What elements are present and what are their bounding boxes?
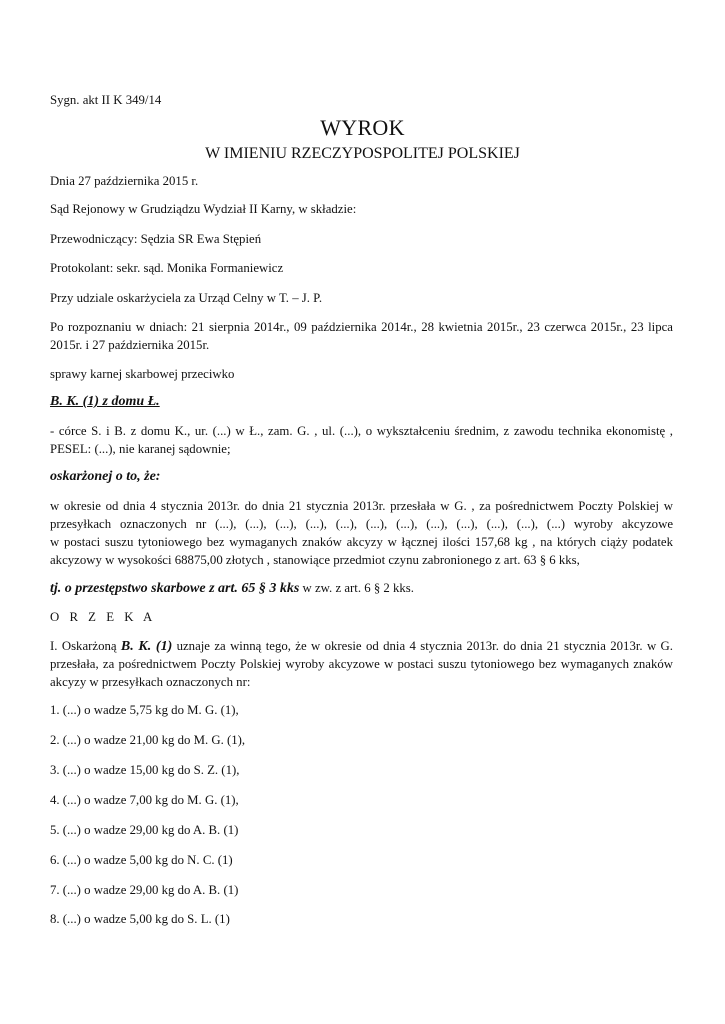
- defendant-heading: B. K. (1) z domu Ł.: [50, 394, 160, 409]
- document-title: WYROK: [320, 115, 405, 140]
- document-page: [50, 0, 675, 1024]
- charge-line-4: akcyzowy w wysokości 68875,00 złotych , stanowiące przedmiot czynu zabronionego z art. 63 § 6 kks,: [50, 553, 580, 567]
- verdict-line-2: przesłała, za pośrednictwem Poczty Polskiej wyroby akcyzowe w postaci suszu tytoniowego bez wymaganych znaków: [50, 657, 673, 671]
- defendant-description-line-1: - córce S. i B. z domu K., ur. (...) w Ł., zam. G. , ul. (...), o wykształceniu średnim, z zawodu technika ekonomistę ,: [50, 424, 673, 438]
- charge-heading: oskarżonej o to, że:: [50, 469, 161, 484]
- verdict-prefix: I. Oskarżoną: [50, 639, 121, 653]
- court-line: Sąd Rejonowy w Grudziądzu Wydział II Karny, w składzie:: [50, 202, 357, 216]
- case-signature: Sygn. akt II K 349/14: [50, 93, 162, 107]
- hearing-dates-line-1: Po rozpoznaniu w dniach: 21 sierpnia 2014r., 09 października 2014r., 28 kwietnia 2015r., 23 czerwca 2015r., 23 lipca: [50, 320, 673, 334]
- charge-line-3: w postaci suszu tytoniowego bez wymaganych znaków akcyzy w łącznej ilości 157,68 kg , na których ciąży podatek: [50, 535, 673, 549]
- verdict-line-1: [50, 637, 673, 656]
- document-subtitle: W IMIENIU RZECZYPOSPOLITEJ POLSKIEJ: [205, 145, 520, 162]
- list-item: 8. (...) o wadze 5,00 kg do S. L. (1): [50, 912, 230, 926]
- list-item: 4. (...) o wadze 7,00 kg do M. G. (1),: [50, 793, 239, 807]
- clerk-line: Protokolant: sekr. sąd. Monika Formaniewicz: [50, 261, 284, 275]
- legal-qualification: [50, 579, 414, 598]
- verdict-defendant-name: B. K. (1): [120, 639, 173, 654]
- list-item: 7. (...) o wadze 29,00 kg do A. B. (1): [50, 883, 239, 897]
- qualification-bold: tj. o przestępstwo skarbowe z art. 65 § 3 kks: [50, 581, 300, 596]
- prosecutor-line: Przy udziale oskarżyciela za Urząd Celny w T. – J. P.: [50, 291, 323, 305]
- qualification-rest: w zw. z art. 6 § 2 kks.: [299, 581, 414, 595]
- verdict-line-3: akcyzy w przesyłkach oznaczonych nr:: [50, 675, 251, 689]
- list-item: 6. (...) o wadze 5,00 kg do N. C. (1): [50, 853, 233, 867]
- date-line: Dnia 27 października 2015 r.: [50, 174, 199, 188]
- charge-line-1: w okresie od dnia 4 stycznia 2013r. do dnia 21 stycznia 2013r. przesłała w G. , za pośrednictwem Poczty Polskiej w: [50, 499, 673, 513]
- chair-line: Przewodniczący: Sędzia SR Ewa Stępień: [50, 232, 262, 246]
- list-item: 3. (...) o wadze 15,00 kg do S. Z. (1),: [50, 763, 240, 777]
- orzeka-heading: O R Z E K A: [50, 610, 156, 624]
- charge-line-2: przesyłkach oznaczonych nr (...), (...), (...), (...), (...), (...), (...), (...), (...), (...), (...), (...) wyroby akcyzowe: [50, 517, 673, 531]
- verdict-line-1-rest: uznaje za winną tego, że w okresie od dnia 4 stycznia 2013r. do dnia 21 stycznia 2013r. w G.: [172, 639, 674, 653]
- list-item: 5. (...) o wadze 29,00 kg do A. B. (1): [50, 823, 239, 837]
- list-item: 1. (...) o wadze 5,75 kg do M. G. (1),: [50, 703, 239, 717]
- defendant-description-line-2: PESEL: (...), nie karanej sądownie;: [50, 442, 231, 456]
- list-item: 2. (...) o wadze 21,00 kg do M. G. (1),: [50, 733, 246, 747]
- case-type-line: sprawy karnej skarbowej przeciwko: [50, 367, 235, 381]
- hearing-dates-line-2: 2015r. i 27 października 2015r.: [50, 338, 210, 352]
